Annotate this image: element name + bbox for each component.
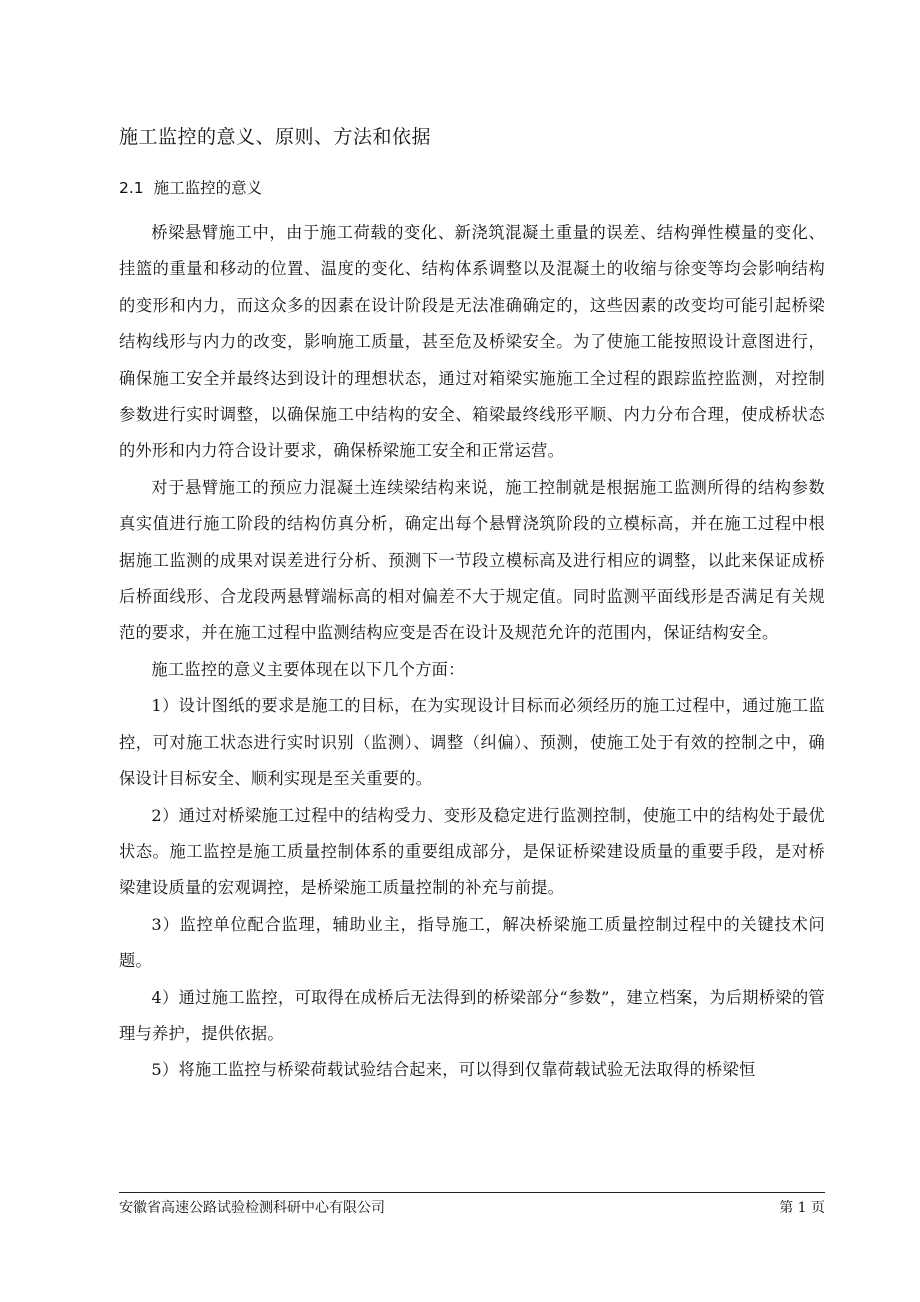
list-item: 3）监控单位配合监理，辅助业主，指导施工，解决桥梁施工质量控制过程中的关键技术问题。 — [119, 914, 825, 971]
list-item: 1）设计图纸的要求是施工的目标，在为实现设计目标而必须经历的施工过程中，通过施工监控，可对施工状态进行实时识别（监测）、调整（纠偏）、预测，使施工处于有效的控制之中，确保设计目标安全、顺利实现是至关重要的。 — [119, 696, 825, 789]
footer-organization: 安徽省高速公路试验检测科研中心有限公司 — [119, 1200, 385, 1216]
paragraph: 桥梁悬臂施工中，由于施工荷载的变化、新浇筑混凝土重量的误差、结构弹性模量的变化、挂篮的重量和移动的位置、温度的变化、结构体系调整以及混凝土的收缩与徐变等均会影响结构的变形和内力，而这众多的因素在设计阶段是无法准确确定的，这些因素的改变均可能引起桥梁结构线形与内力的改变，影响施工质量，甚至危及桥梁安全。为了使施工能按照设计意图进行，确保施工安全并最终达到设计的理想状态，通过对箱梁实施施工全过程的跟踪监控监测，对控制参数进行实时调整，以确保施工中结构的安全、箱梁最终线形平顺、内力分布合理，使成桥状态的外形和内力符合设计要求，确保桥梁施工安全和正常运营。 — [119, 223, 825, 461]
list-item: 4）通过施工监控，可取得在成桥后无法得到的桥梁部分“参数”，建立档案，为后期桥梁的管理与养护，提供依据。 — [119, 987, 825, 1043]
paragraph: 对于悬臂施工的预应力混凝土连续梁结构来说，施工控制就是根据施工监测所得的结构参数真实值进行施工阶段的结构仿真分析，确定出每个悬臂浇筑阶段的立模标高，并在施工过程中根据施工监测的成果对误差进行分析、预测下一节段立模标高及进行相应的调整，以此来保证成桥后桥面线形、合龙段两悬臂端标高的相对偏差不大于规定值。同时监测平面线形是否满足有关规范的要求，并在施工过程中监测结构应变是否在设计及规范允许的范围内，保证结构安全。 — [119, 477, 825, 643]
section-title: 施工监控的意义 — [153, 179, 263, 197]
page-number: 第 1 页 — [779, 1200, 825, 1216]
section-heading — [119, 176, 262, 198]
list-item: 2）通过对桥梁施工过程中的结构受力、变形及稳定进行监测控制，使施工中的结构处于最优状态。施工监控是施工质量控制体系的重要组成部分，是保证桥梁建设质量的重要手段，是对桥梁建设质量的宏观调控，是桥梁施工质量控制的补充与前提。 — [119, 805, 825, 898]
paragraph: 施工监控的意义主要体现在以下几个方面： — [151, 659, 465, 679]
section-number: 2.1 — [119, 179, 144, 197]
list-item: 5）将施工监控与桥梁荷载试验结合起来，可以得到仅靠荷载试验无法取得的桥梁恒 — [151, 1060, 756, 1080]
footer-divider — [119, 1192, 825, 1193]
page-title: 施工监控的意义、原则、方法和依据 — [119, 126, 432, 148]
body-text — [119, 215, 825, 1089]
